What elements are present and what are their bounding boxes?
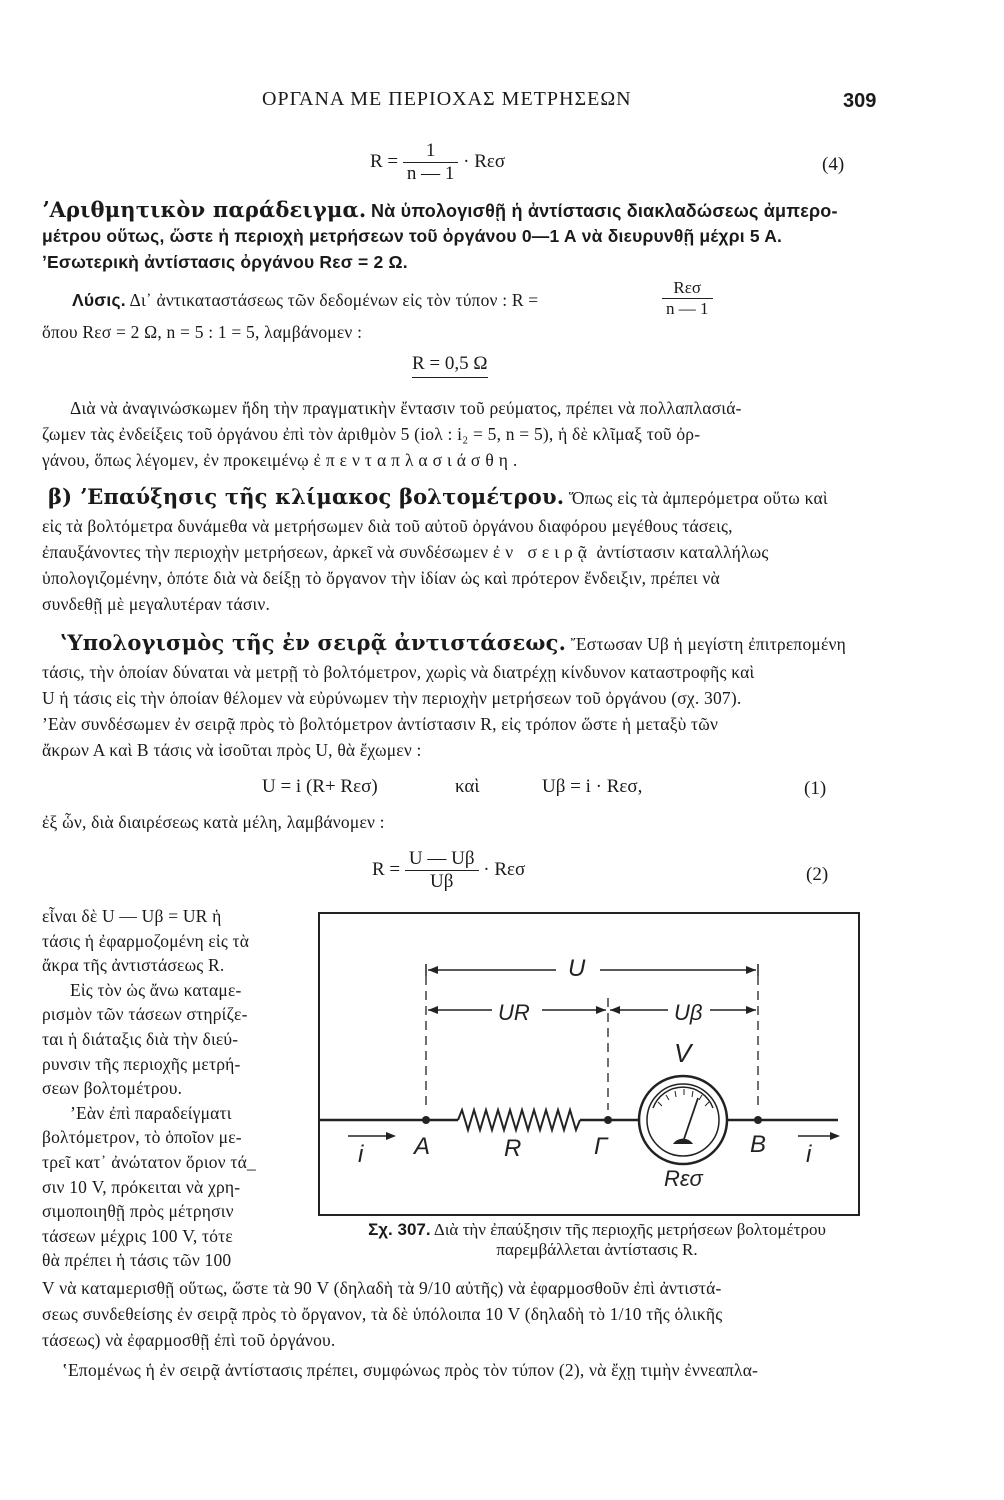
- equation-4: [370, 140, 505, 185]
- figure-caption-label: Σχ. 307.: [368, 1220, 431, 1239]
- solution-result: R = 0,5 Ω: [412, 353, 488, 378]
- left-col-line: τάσις ἡ ἐφαρμοζομένη εἰς τὰ: [42, 930, 250, 951]
- running-header: ΟΡΓΑΝΑ ΜΕ ΠΕΡΙΟΧΑΣ ΜΕΤΡΗΣΕΩΝ: [262, 88, 632, 110]
- label-v: V: [674, 1038, 692, 1068]
- label-ubeta: Uβ: [674, 1000, 703, 1025]
- left-column: [42, 906, 256, 1275]
- section-b-line-5: συνδεθῇ μὲ μεγαλυτέραν τάσιν.: [42, 594, 271, 614]
- eq2-numerator: U — Uβ: [405, 848, 479, 871]
- circuit-diagram: [318, 912, 860, 1216]
- para1-spaced-word: ἐπενταπλασιάσθη.: [313, 450, 523, 470]
- para1-line-3-text: γάνου, ὅπως λέγομεν, ἐν προκειμένῳ: [42, 450, 309, 470]
- left-col-line: Εἰς τὸν ὡς ἄνω καταμε-: [70, 979, 242, 1000]
- section-b-line-3a: ἐπαυξάνοντες τὴν περιοχὴν μετρήσεων, ἀρκεῖ νὰ συνδέσωμεν: [42, 542, 489, 562]
- left-col-line: ται ἡ διάταξις διὰ τὴν διεύ-: [42, 1028, 239, 1049]
- left-col-line: βολτόμετρον, τὸ ὁποῖον με-: [42, 1127, 242, 1148]
- solution-fraction: [662, 278, 713, 319]
- eq4-fraction: [403, 140, 459, 185]
- node-b: [754, 1116, 762, 1124]
- eq2-denominator: Uβ: [430, 871, 454, 892]
- left-col-line: ρυνσιν τῆς περιοχῆς μετρή-: [42, 1053, 241, 1074]
- left-col-line: ʼΕὰν ἐπὶ παραδείγματι: [70, 1102, 232, 1123]
- node-a: [422, 1116, 430, 1124]
- label-i-left: i: [358, 1141, 364, 1168]
- section-calc-line-4: ʼΕὰν συνδέσωμεν ἐν σειρᾷ πρὸς τὸ βολτόμετρον ἀντίστασιν R, εἰς τρόπον ὥστε ἡ μεταξὺ τῶν: [42, 714, 719, 734]
- eq2-tail: · Rεσ: [483, 858, 526, 880]
- left-col-line: θὰ πρέπει ἡ τάσις τῶν 100: [42, 1250, 232, 1271]
- eq1-left: U = i (R+ Rεσ): [262, 776, 378, 797]
- eq1-mid: καὶ: [455, 776, 480, 797]
- left-col-line: σιμοποιηθῇ πρὸς μέτρησιν: [42, 1201, 234, 1222]
- equation-2: [372, 848, 525, 893]
- bottom-line-3: τάσεως) νὰ ἐφαρμοσθῇ ἐπὶ τοῦ ὀργάνου.: [42, 1330, 336, 1350]
- eq4-denominator: n — 1: [406, 163, 455, 184]
- figure-frame: [319, 913, 859, 1215]
- para1-line-3: [42, 450, 522, 471]
- section-b-line-4: ὑπολογιζομένην, ὁπότε διὰ νὰ δείξῃ τὸ ὄργανον τὴν ἰδίαν ὡς καὶ πρότερον ἔνδειξιν, πρέπει νὰ: [42, 568, 720, 588]
- section-calc-heading: ʽΥπολογισμὸς τῆς ἐν σειρᾷ ἀντιστάσεως.: [60, 630, 567, 655]
- solution-line-1: [72, 290, 538, 311]
- left-col-line: εἶναι δὲ U — Uβ = UR ἡ: [42, 906, 222, 926]
- solution-line-2: ὅπου Rεσ = 2 Ω, n = 5 : 1 = 5, λαμβάνομεν :: [42, 322, 363, 342]
- section-calc-line-2: τάσις, τὴν ὁποίαν δύναται νὰ μετρῇ τὸ βολτόμετρον, χωρὶς νὰ διατρέχῃ κίνδυνον καταστροφῆς καὶ: [42, 662, 755, 682]
- resistor-r-zigzag: [458, 1110, 580, 1130]
- section-b-line-1: [48, 484, 828, 509]
- solution-text: Δι᾽ ἀντικαταστάσεως τῶν δεδομένων εἰς τὸν τύπον : R =: [129, 290, 539, 310]
- eq4-lhs: R =: [370, 150, 399, 172]
- section-calc-line-1-text: Ἔστωσαν Uβ ἡ μεγίστη ἐπιτρεπομένη: [570, 634, 846, 654]
- left-col-line: τρεῖ κατ᾽ ἀνώτατον ὅριον τά_: [42, 1151, 256, 1172]
- example-line-2: μέτρου οὕτως, ὥστε ἡ περιοχὴ μετρήσεων τοῦ ὀργάνου 0—1 Α νὰ διευρυνθῇ μέχρι 5 Α.: [42, 226, 783, 246]
- example-heading: ʼΑριθμητικὸν παράδειγμα.: [42, 197, 367, 222]
- bottom-line-2: σεως συνδεθείσης ἐν σειρᾷ πρὸς τὸ ὄργανον, τὰ δὲ ὑπόλοιπα 10 V (δηλαδὴ τὸ 1/10 τῆς ὁλικῆς: [42, 1304, 723, 1324]
- section-calc-line-1: [60, 630, 846, 655]
- label-ur: UR: [498, 1000, 530, 1025]
- bottom-line-1: V νὰ καταμερισθῇ οὕτως, ὥστε τὰ 90 V (δηλαδὴ τὰ 9/10 αὐτῆς) νὰ ἐφαρμοσθοῦν ἐπὶ ἀντιστά-: [42, 1278, 722, 1298]
- label-i-right: i: [806, 1141, 812, 1168]
- solution-frac-denominator: n — 1: [666, 299, 709, 318]
- eq4-numerator: 1: [403, 140, 459, 163]
- example-line-3: ʼΕσωτερικὴ ἀντίστασις ὀργάνου Rεσ = 2 Ω.: [42, 252, 408, 272]
- eq2-lhs: R =: [372, 858, 401, 880]
- solution-label: Λύσις.: [72, 290, 126, 310]
- node-gamma: [604, 1116, 612, 1124]
- bottom-line-4: ʽΕπομένως ἡ ἐν σειρᾷ ἀντίστασις πρέπει, συμφώνως πρὸς τὸν τύπον (2), νὰ ἔχῃ τιμὴν ἐννεαπλα-: [62, 1360, 759, 1380]
- eq4-tail: · Rεσ: [463, 150, 506, 172]
- section-b-line-1-text: Ὅπως εἰς τὰ ἀμπερόμετρα οὕτω καὶ: [568, 488, 828, 508]
- figure-307: [318, 912, 860, 1216]
- label-r: R: [504, 1135, 522, 1162]
- page-number: 309: [843, 90, 877, 112]
- example-line-1-text: Νὰ ὑπολογισθῇ ἡ ἀντίστασις διακλαδώσεως ἀμπερο-: [370, 201, 838, 221]
- left-col-line: ἄκρα τῆς ἀντιστάσεως R.: [42, 955, 225, 976]
- section-calc-line-3: U ἡ τάσις εἰς τὴν ὁποίαν θέλομεν νὰ εὐρύνωμεν τὴν περιοχὴν μετρήσεων τοῦ ὀργάνου (σχ. 307).: [42, 688, 742, 708]
- label-a: A: [414, 1133, 431, 1160]
- section-b-spaced: ἐν σειρᾷ: [492, 542, 592, 562]
- figure-caption: [312, 1220, 882, 1260]
- eq4-label: (4): [822, 154, 845, 175]
- section-calc-line-5: ἄκρων Α καὶ Β τάσις νὰ ἰσοῦται πρὸς U, θὰ ἔχωμεν :: [42, 740, 422, 760]
- section-b-line-3b: ἀντίστασιν καταλλήλως: [596, 542, 769, 562]
- eq1-label: (1): [804, 778, 827, 799]
- left-col-line: σιν 10 V, πρόκειται νὰ χρη-: [42, 1176, 241, 1197]
- left-col-line: ρισμὸν τῶν τάσεων στηρίζε-: [42, 1004, 248, 1025]
- solution-frac-numerator: Rεσ: [662, 278, 713, 299]
- label-gamma: Γ: [594, 1133, 608, 1160]
- voltmeter-body: [639, 1076, 727, 1164]
- left-col-line: τάσεων μέχρις 100 V, τότε: [42, 1225, 233, 1246]
- figure-caption-line-1: Διὰ τὴν ἐπαύξησιν τῆς περιοχῆς μετρήσεων βολτομέτρου: [433, 1220, 826, 1239]
- section-b-line-2: εἰς τὰ βολτόμετρα δυνάμεθα νὰ μετρήσωμεν διὰ τοῦ αὐτοῦ ὀργάνου διαφόρου μεγέθους τάσεις,: [42, 516, 733, 536]
- para1-line-1: Διὰ νὰ ἀναγινώσκωμεν ἤδη τὴν πραγματικὴν ἔντασιν τοῦ ρεύματος, πρέπει νὰ πολλαπλασιά-: [70, 398, 742, 418]
- section-b-line-3: [42, 542, 769, 563]
- left-col-line: σεων βολτομέτρου.: [42, 1078, 183, 1099]
- para1-line-2: ζωμεν τὰς ἐνδείξεις τοῦ ὀργάνου ἐπὶ τὸν ἀριθμὸν 5 (iολ : i₂ = 5, n = 5), ἡ δὲ κλῖμαξ τοῦ ὀρ-: [42, 424, 701, 444]
- eq2-label: (2): [806, 864, 829, 885]
- label-rev: Rεσ: [664, 1166, 703, 1191]
- label-u: U: [568, 955, 586, 982]
- eq1-right: Uβ = i · Rεσ,: [542, 776, 643, 797]
- example-line-1: [42, 197, 838, 222]
- eq2-fraction: [405, 848, 479, 893]
- after-eq1-text: ἐξ ὧν, διὰ διαιρέσεως κατὰ μέλη, λαμβάνομεν :: [42, 812, 385, 832]
- section-b-heading: β) ʼΕπαύξησις τῆς κλίμακος βολτομέτρου.: [48, 484, 565, 509]
- label-b: B: [750, 1131, 767, 1158]
- figure-caption-line-2: παρεμβάλλεται ἀντίστασις R.: [496, 1240, 698, 1259]
